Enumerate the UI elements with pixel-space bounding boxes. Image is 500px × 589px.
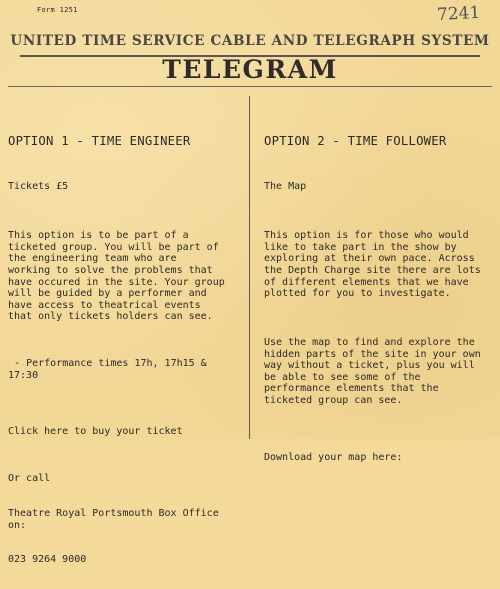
option-1-heading: OPTION 1 - TIME ENGINEER bbox=[8, 134, 191, 149]
tickets-price: Tickets £5 bbox=[8, 181, 69, 193]
box-office-label: Theatre Royal Portsmouth Box Office on: bbox=[8, 508, 219, 531]
form-number: Form 1251 bbox=[37, 6, 78, 14]
option-1-column bbox=[8, 111, 240, 589]
map-subheading: The Map bbox=[264, 181, 307, 193]
header-divider bbox=[8, 86, 492, 87]
box-office-phone: 023 9264 9000 bbox=[8, 554, 87, 566]
or-call-label: Or call bbox=[8, 473, 51, 485]
option-1-description: This option is to be part of a ticketed group. You will be part of the engineering team who are working to solve the problems that have occured in the site. Your group will be guided by a performer and have access to theatrical events that only tickets holders can see. bbox=[8, 230, 225, 323]
map-instructions: Use the map to find and explore the hidden parts of the site in your own way without a ticket, plus you will be able to see some of the performance elements that the ticketed group can see. bbox=[264, 336, 481, 406]
option-2-description: This option is for those who would like to take part in the show by exploring at their own pace. Across the Depth Charge site there are lots of different elements that we have plotted for you to investigate. bbox=[264, 230, 481, 300]
download-map-link[interactable]: Download your map here: bbox=[264, 451, 403, 463]
column-divider bbox=[249, 96, 250, 439]
option-2-heading: OPTION 2 - TIME FOLLOWER bbox=[264, 134, 447, 149]
telegram-title: TELEGRAM bbox=[162, 55, 338, 84]
stamp-number: 7241 bbox=[436, 2, 481, 26]
option-2-column bbox=[264, 111, 496, 486]
performance-times: - Performance times 17h, 17h15 & 17:30 bbox=[8, 358, 213, 381]
system-title: UNITED TIME SERVICE CABLE AND TELEGRAPH SYSTEM bbox=[10, 33, 490, 49]
buy-ticket-link[interactable]: Click here to buy your ticket bbox=[8, 426, 183, 438]
